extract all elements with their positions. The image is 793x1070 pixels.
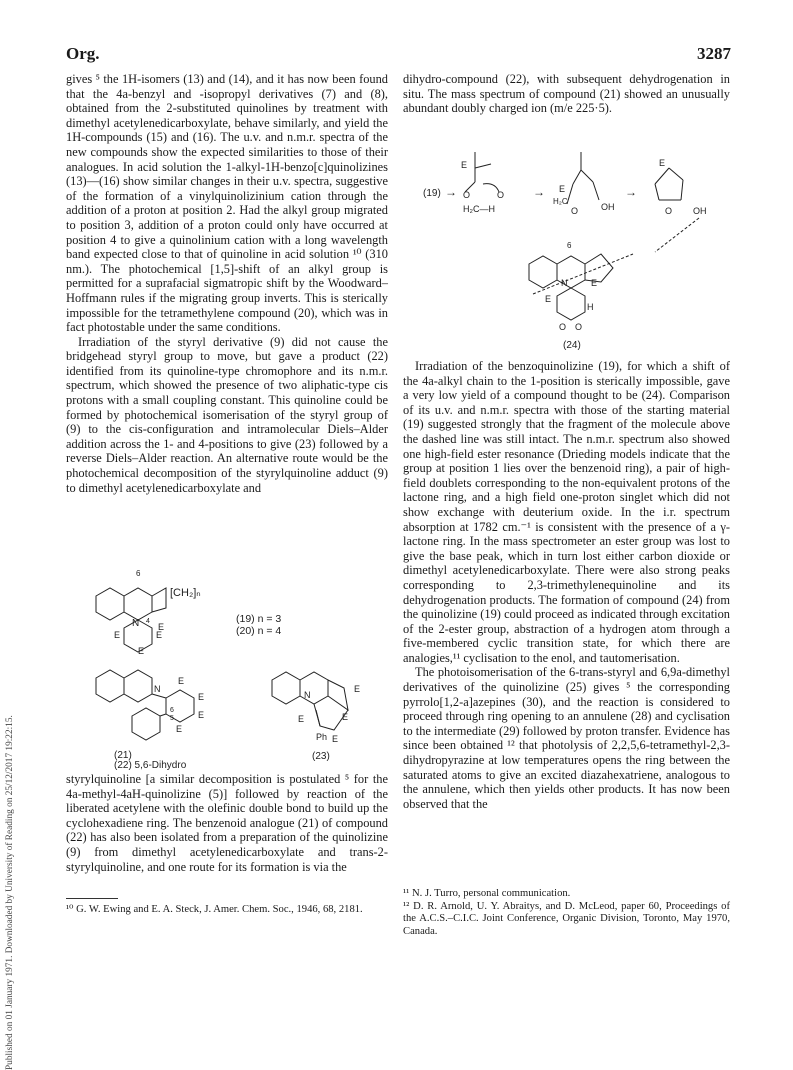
reaction-scheme: [403, 134, 730, 354]
svg-text:E: E: [298, 714, 305, 724]
svg-text:E: E: [156, 630, 163, 640]
svg-text:Ph: Ph: [316, 732, 328, 742]
svg-text:N: N: [561, 278, 568, 288]
svg-text:(19): (19): [423, 188, 441, 199]
right-column-text-top: [403, 72, 730, 116]
page-number: 3287: [697, 44, 731, 63]
svg-text:E: E: [591, 278, 598, 288]
svg-text:OH: OH: [601, 202, 615, 212]
svg-text:→: →: [445, 185, 457, 199]
paragraph: Irradiation of the styryl derivative (9) did not cause the bridgehead styryl group to move, but gave a product (22) identified from its quinoline-type chromophore and its n.m.r. spectrum, which showed the presence of two aliphatic-type cis protons with a small coupling constant. This quinoline could be formed by photochemical isomerisation of the styryl group of (9) to the cis-configuration and intramolecular Diels–Alder addition across the 1- and 4-positions to give (23) followed by a reverse Diels–Alder reaction. An alternative route would be the photochemical decomposition of the styrylquinoline adduct (9) to dimethyl acetylenedicarboxylate and: [66, 334, 388, 495]
svg-text:4: 4: [146, 618, 150, 625]
svg-text:E: E: [178, 676, 185, 686]
paragraph: dihydro-compound (22), with subsequent dehydrogenation in situ. The mass spectrum of compound (21) showed an unusually abundant doubly charged ion (m/e 225·5).: [403, 72, 730, 116]
label-21: (21): [114, 750, 132, 761]
svg-text:O: O: [665, 206, 673, 216]
svg-text:E: E: [198, 710, 205, 720]
paragraph: gives ⁵ the 1H-isomers (13) and (14), and it has now been found that the 4a-benzyl and -isopropyl derivatives (7) and (8), obtained from the 2-substituted quinolines by treatment with dimethyl acetylenedicarboxylate, behave similarly, and yield the 1H-compounds (15) and (16). The u.v. and n.m.r. spectra of the new compounds show the expected similarities to those of their analogues. In acid solution the 1-alkyl-1H-benzo[c]quinolizines (13)—(16) show similar changes in their u.v. spectra, suggestive of the formation of a vinylquinolizinium cation through the addition of a proton at position 2. Had the alkyl group migrated to position 3, addition of a proton could only have occurred at position 4 to give a quinolinium cation with a long wavelength band expected close to that of quinoline in acid solution ¹⁰ (310 nm.). The photochemical [1,5]-shift of an alkyl group is permitted for a suprafacial sigmatropic shift by the Woodward–Hoffmann rules if the migrating group inverts. This is sterically impossible for the tetramethylene compound (20), which was in fact photostable under the same conditions.: [66, 72, 388, 335]
svg-text:→: →: [533, 185, 545, 199]
svg-text:O: O: [463, 190, 471, 200]
svg-text:5: 5: [170, 715, 174, 722]
svg-text:6: 6: [170, 707, 174, 714]
svg-text:[CH₂]ₙ: [CH₂]ₙ: [170, 587, 201, 599]
svg-text:H₂C—H: H₂C—H: [463, 204, 495, 214]
svg-text:E: E: [659, 158, 666, 168]
journal-name: Org.: [66, 44, 100, 63]
footnotes-11-12: ¹¹ N. J. Turro, personal communication. ¹² D. R. Arnold, U. Y. Abraitys, and D. McLeod, paper 60, Proceedings of the A.C.S.–C.I.C. Joint Conference, Organic Division, Toronto, May 1970, Canada.: [403, 888, 730, 937]
svg-text:E: E: [342, 712, 349, 722]
svg-text:E: E: [176, 724, 183, 734]
right-column-text-mid: [403, 359, 730, 811]
svg-text:N: N: [304, 690, 311, 700]
svg-text:6: 6: [567, 241, 572, 250]
label-19: (19) n = 3: [236, 613, 282, 625]
svg-text:OH: OH: [693, 206, 707, 216]
left-column-text-bottom: [66, 772, 388, 874]
paragraph: Irradiation of the benzoquinolizine (19), for which a shift of the 4a-alkyl chain to the 1-position is sterically impossible, gave a very low yield of a compound thought to be (24). Comparison of its u.v. and n.m.r. spectra with those of the starting material (19) suggested strongly that the fragment of the molecule above the dashed line was still intact. The n.m.r. spectrum also showed one high-field ester resonance (Drieding models indicate that the group at position 1 lies over the benzenoid ring), a pair of high-field doublets corresponding to the non-equivalent protons of the lactone ring, and a high field one-proton singlet which did not show exchange with deuterium oxide. In the i.r. spectrum absorption at 1782 cm.⁻¹ is consistent with the presence of a γ-lactone ring. In the mass spectrometer an ester group was lost to give the base peak, which in turn lost either carbon dioxide or dimethyl acetylenedicarboxylate. There were also strong peaks corresponding to 2,3-trimethylenequinoline and its dehydrogenation products. The formation of compound (24) from the quinolizine (19) could proceed as indicated through excitation of the 2-ester group, abstraction of a hydrogen atom through a five-membered cyclic transition state, for which there are analogies,¹¹ cyclisation to the enol, and tautomerisation.: [403, 359, 730, 665]
svg-text:N: N: [132, 618, 140, 629]
label-22: (22) 5,6-Dihydro: [114, 760, 187, 770]
structure-23: [264, 660, 374, 768]
svg-text:E: E: [114, 630, 121, 640]
label-20: (20) n = 4: [236, 625, 282, 637]
paragraph: The photoisomerisation of the 6-trans-styryl and 6,9a-dimethyl derivatives of the quinolizine (25) gives ⁵ the corresponding pyrrolo[1,2-a]azepines (30), and the reaction is considered to proceed through ring opening to an annulene (28) and cyclisation to the intermediate (29) followed by proton transfer. Evidence has since been obtained ¹² that photolysis of 2,2,5,6-tetramethyl-2,3-dihydropyrazine at low temperatures opens the ring between the saturated atoms to give an excited diazahexatriene, analogous to the annulene, which then yields other products. It has now been observed that the: [403, 665, 730, 811]
footnote-10: ¹⁰ G. W. Ewing and E. A. Steck, J. Amer. Chem. Soc., 1946, 68, 2181.: [66, 904, 363, 915]
svg-text:E: E: [138, 646, 145, 656]
structure-19-20: [86, 566, 386, 656]
svg-text:E: E: [545, 294, 552, 304]
svg-text:E: E: [559, 184, 566, 194]
svg-text:E: E: [158, 622, 165, 632]
svg-text:→: →: [625, 185, 637, 199]
label-23: (23): [312, 751, 330, 762]
structure-21-22: [86, 658, 246, 770]
svg-text:O: O: [571, 206, 579, 216]
svg-text:6: 6: [136, 569, 141, 578]
svg-text:O: O: [575, 322, 583, 332]
svg-text:E: E: [354, 684, 361, 694]
svg-text:O: O: [497, 190, 505, 200]
svg-text:H₂C: H₂C: [553, 197, 568, 206]
svg-text:E: E: [461, 160, 468, 170]
svg-text:N: N: [154, 684, 161, 694]
label-24: (24): [563, 340, 581, 351]
left-column-text-top: [66, 72, 388, 495]
svg-text:E: E: [198, 692, 205, 702]
svg-text:O: O: [559, 322, 567, 332]
svg-text:H: H: [587, 302, 594, 312]
svg-text:E: E: [332, 734, 339, 744]
download-notice: Published on 01 January 1971. Downloaded by University of Reading on 25/12/2017 19:22:15.: [5, 715, 15, 1070]
paragraph: styrylquinoline [a similar decomposition is postulated ⁵ for the 4a-methyl-4aH-quinolizine (5)] followed by reaction of the liberated acetylene with the olefinic double bond to build up the cyclohexadiene ring. The benzenoid analogue (21) of compound (22) has also been isolated from a preparation of the quinolizine (9) from dimethyl acetylenedicarboxylate and trans-2-styrylquinoline, and one route for its formation is via the: [66, 772, 388, 874]
